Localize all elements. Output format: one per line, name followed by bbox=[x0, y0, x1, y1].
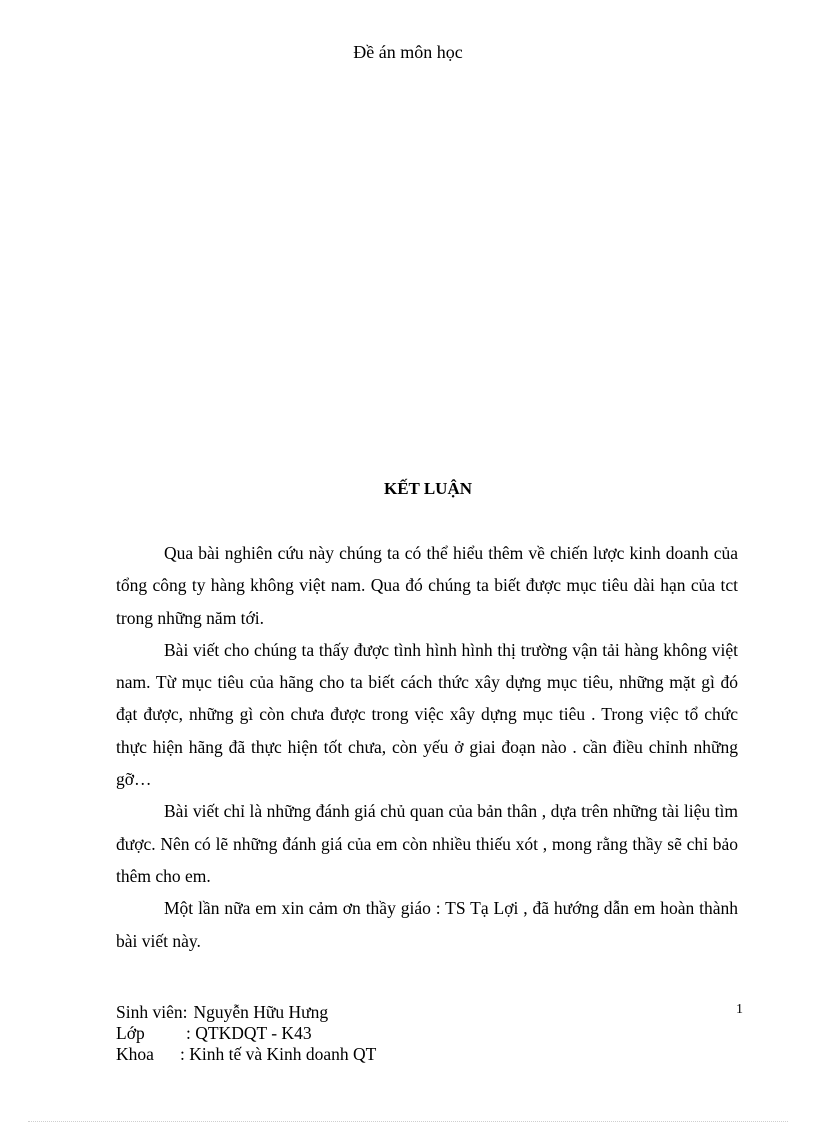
faculty-row bbox=[116, 1044, 376, 1065]
page-bottom-divider bbox=[28, 1121, 788, 1122]
page-header-title: Đề án môn học bbox=[353, 42, 463, 62]
page-number: 1 bbox=[736, 1002, 743, 1017]
author-info bbox=[116, 1002, 376, 1065]
student-label: Sinh viên: bbox=[116, 1002, 188, 1022]
class-row bbox=[116, 1023, 376, 1044]
paragraph: Qua bài nghiên cứu này chúng ta có thể hiểu thêm về chiến lược kinh doanh của tổng công ty hàng không việt nam. Qua đó chúng ta biết được mục tiêu dài hạn của tct trong những năm tới. bbox=[116, 543, 738, 628]
class-value: : QTKDQT - K43 bbox=[186, 1023, 312, 1043]
paragraph: Một lần nữa em xin cảm ơn thầy giáo : TS Tạ Lợi , đã hướng dẫn em hoàn thành bài viết này. bbox=[116, 898, 738, 951]
paragraph: Bài viết cho chúng ta thấy được tình hình hình thị trường vận tải hàng không việt nam. Từ mục tiêu của hãng cho ta biết cách thức xây dựng mục tiêu, những mặt gì đó đạt được, những gì còn chưa được trong việc xây dựng mục tiêu . Trong việc tổ chức thực hiện hãng đã thực hiện tốt chưa, còn yếu ở giai đoạn nào . cần điều chỉnh những gỡ… bbox=[116, 639, 738, 790]
faculty-label: Khoa bbox=[116, 1044, 154, 1064]
conclusion-heading: KẾT LUẬN bbox=[383, 479, 472, 498]
faculty-value: : Kinh tế và Kinh doanh QT bbox=[180, 1044, 377, 1064]
conclusion-body bbox=[116, 537, 738, 957]
class-label: Lớp bbox=[116, 1023, 145, 1043]
student-name: Nguyễn Hữu Hưng bbox=[193, 1002, 329, 1022]
student-row bbox=[116, 1002, 376, 1023]
paragraph: Bài viết chỉ là những đánh giá chủ quan của bản thân , dựa trên những tài liệu tìm được. Nên có lẽ những đánh giá của em còn nhiều thiếu xót , mong rằng thầy sẽ chỉ bảo thêm cho em. bbox=[116, 801, 738, 886]
